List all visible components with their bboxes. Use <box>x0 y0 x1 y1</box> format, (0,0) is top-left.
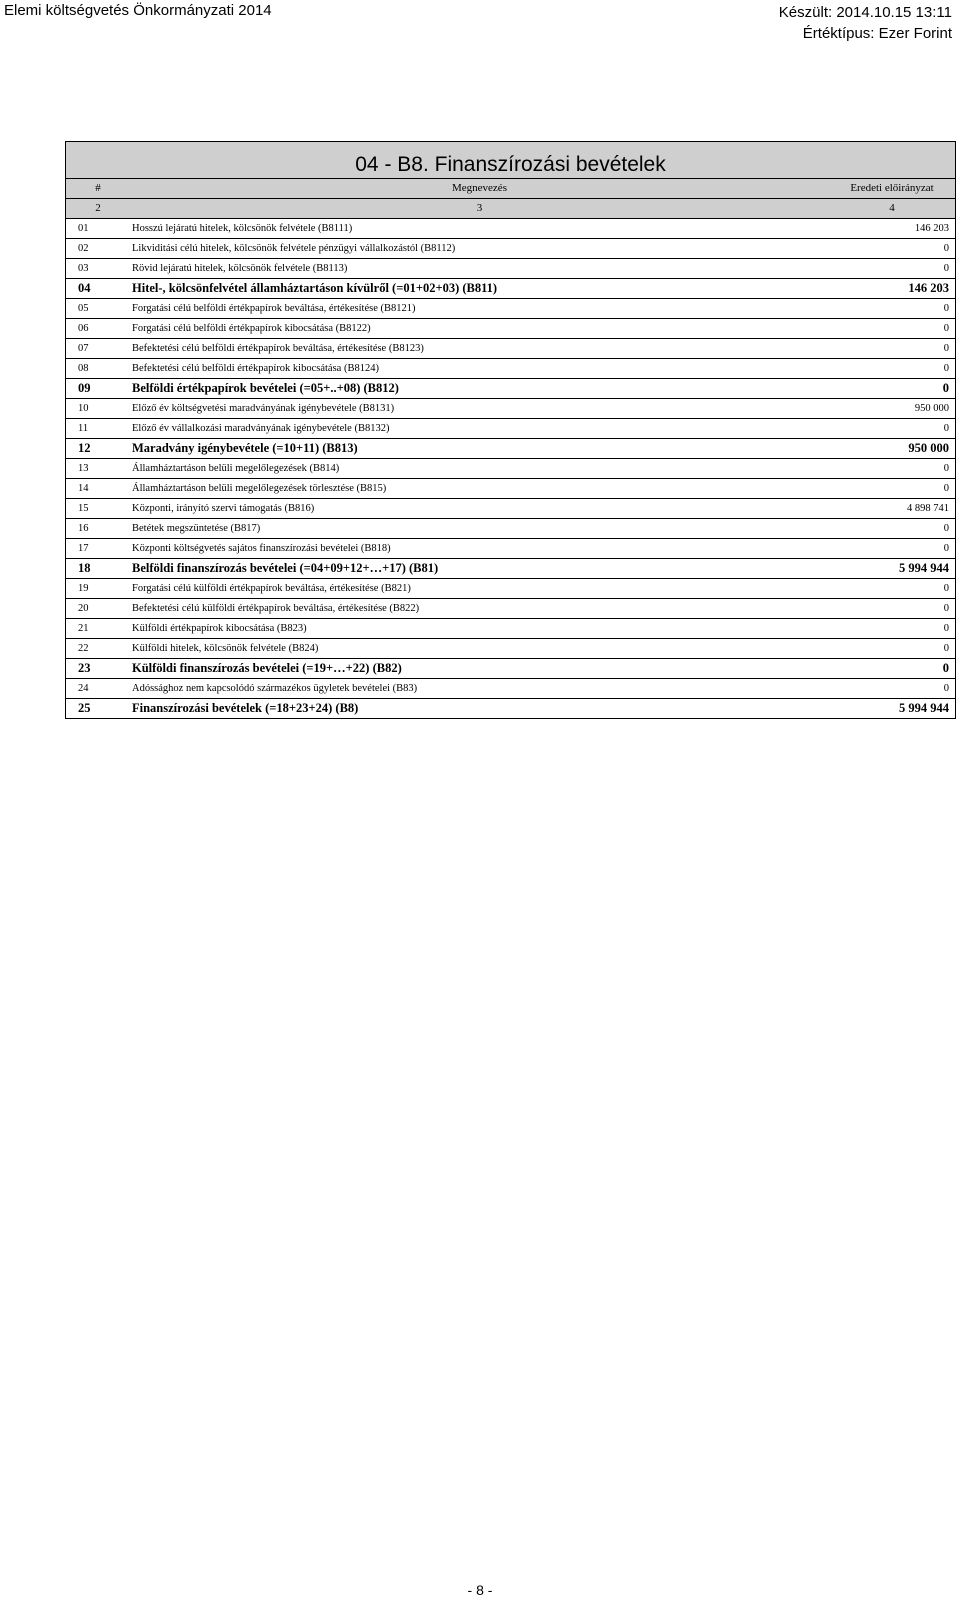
page-number: - 8 - <box>467 1582 493 1598</box>
report-table <box>65 141 956 719</box>
row-value: 0 <box>943 483 949 494</box>
row-value: 5 994 944 <box>899 561 949 575</box>
subtotal-row <box>66 379 955 399</box>
row-name: Forgatási célú belföldi értékpapírok beváltása, értékesítése (B8121) <box>132 303 416 314</box>
row-name: Befektetési célú belföldi értékpapírok kibocsátása (B8124) <box>132 363 379 374</box>
row-value: 0 <box>942 661 949 675</box>
row-name: Befektetési célú belföldi értékpapírok beváltása, értékesítése (B8123) <box>132 343 424 354</box>
created-timestamp: Készült: 2014.10.15 13:11 <box>778 4 952 21</box>
row-number: 15 <box>78 503 89 514</box>
row-value: 0 <box>943 583 949 594</box>
row-number: 25 <box>78 701 91 715</box>
row-number: 07 <box>78 343 89 354</box>
table-row <box>66 459 955 479</box>
row-name: Forgatási célú külföldi értékpapírok beváltása, értékesítése (B821) <box>132 583 411 594</box>
row-value: 0 <box>942 381 949 395</box>
document-header-title: Elemi költségvetés Önkormányzati 2014 <box>4 2 272 19</box>
row-number: 19 <box>78 583 89 594</box>
row-value: 0 <box>943 263 949 274</box>
table-row <box>66 239 955 259</box>
row-name: Befektetési célú külföldi értékpapírok beváltása, értékesítése (B822) <box>132 603 420 614</box>
row-value: 950 000 <box>908 441 949 455</box>
table-row <box>66 539 955 559</box>
row-number: 05 <box>78 303 89 314</box>
row-name: Külföldi hitelek, kölcsönök felvétele (B824) <box>132 643 319 654</box>
row-number: 16 <box>78 523 89 534</box>
row-name: Hitel-, kölcsönfelvétel államháztartáson kívülről (=01+02+03) (B811) <box>132 281 498 295</box>
column-number-row <box>66 199 955 219</box>
row-value: 0 <box>943 523 949 534</box>
row-number: 13 <box>78 463 89 474</box>
column-header-name: Megnevezés <box>452 182 507 194</box>
column-header-number: # <box>95 182 101 194</box>
table-row <box>66 319 955 339</box>
table-row <box>66 679 955 699</box>
table-row <box>66 419 955 439</box>
row-number: 10 <box>78 403 89 414</box>
subtotal-row <box>66 659 955 679</box>
row-value: 0 <box>943 683 949 694</box>
column-header-row <box>66 179 955 199</box>
table-row <box>66 399 955 419</box>
row-value: 0 <box>943 463 949 474</box>
row-name: Hosszú lejáratú hitelek, kölcsönök felvétele (B8111) <box>132 223 353 234</box>
row-value: 146 203 <box>908 281 949 295</box>
subtotal-row <box>66 699 955 718</box>
row-value: 4 898 741 <box>907 503 949 514</box>
subtotal-row <box>66 279 955 299</box>
row-number: 01 <box>78 223 89 234</box>
row-number: 18 <box>78 561 91 575</box>
row-name: Betétek megszüntetése (B817) <box>132 523 261 534</box>
row-name: Rövid lejáratú hitelek, kölcsönök felvétele (B8113) <box>132 263 348 274</box>
subtotal-row <box>66 559 955 579</box>
row-number: 11 <box>78 423 89 434</box>
row-name: Államháztartáson belüli megelőlegezések törlesztése (B815) <box>132 483 387 494</box>
report-title: 04 - B8. Finanszírozási bevételek <box>355 153 666 176</box>
table-row <box>66 359 955 379</box>
row-value: 0 <box>943 243 949 254</box>
row-name: Külföldi értékpapírok kibocsátása (B823) <box>132 623 307 634</box>
row-number: 24 <box>78 683 89 694</box>
table-row <box>66 579 955 599</box>
row-number: 08 <box>78 363 89 374</box>
table-row <box>66 479 955 499</box>
row-number: 20 <box>78 603 89 614</box>
row-name: Külföldi finanszírozás bevételei (=19+…+22) (B82) <box>132 661 402 675</box>
row-value: 0 <box>943 643 949 654</box>
row-value: 0 <box>943 423 949 434</box>
row-value: 5 994 944 <box>899 701 949 715</box>
row-number: 22 <box>78 643 89 654</box>
row-value: 0 <box>943 603 949 614</box>
row-number: 04 <box>78 281 91 295</box>
row-value: 0 <box>943 623 949 634</box>
row-value: 0 <box>943 343 949 354</box>
row-name: Előző év költségvetési maradványának igénybevétele (B8131) <box>132 403 395 414</box>
row-number: 12 <box>78 441 91 455</box>
row-name: Finanszírozási bevételek (=18+23+24) (B8) <box>132 701 359 715</box>
row-value: 146 203 <box>914 223 949 234</box>
table-row <box>66 219 955 239</box>
row-name: Adóssághoz nem kapcsolódó származékos ügyletek bevételei (B83) <box>132 683 418 694</box>
row-number: 03 <box>78 263 89 274</box>
table-row <box>66 599 955 619</box>
row-number: 02 <box>78 243 89 254</box>
table-row <box>66 259 955 279</box>
table-body <box>66 219 955 718</box>
row-value: 950 000 <box>914 403 949 414</box>
row-number: 06 <box>78 323 89 334</box>
row-name: Belföldi finanszírozás bevételei (=04+09+12+…+17) (B81) <box>132 561 439 575</box>
document-header-meta <box>779 2 952 44</box>
row-number: 17 <box>78 543 89 554</box>
value-type: Értéktípus: Ezer Forint <box>802 25 952 42</box>
row-value: 0 <box>943 323 949 334</box>
row-number: 21 <box>78 623 89 634</box>
table-row <box>66 639 955 659</box>
row-name: Előző év vállalkozási maradványának igénybevétele (B8132) <box>132 423 390 434</box>
row-number: 09 <box>78 381 91 395</box>
column-header-value: Eredeti előirányzat <box>850 182 934 194</box>
row-name: Központi, irányító szervi támogatás (B816) <box>132 503 315 514</box>
row-value: 0 <box>943 303 949 314</box>
column-number-2: 3 <box>476 202 483 214</box>
row-value: 0 <box>943 363 949 374</box>
row-name: Likviditási célú hitelek, kölcsönök felvétele pénzügyi vállalkozástól (B8112) <box>132 243 456 254</box>
column-number-3: 4 <box>889 202 895 214</box>
row-name: Belföldi értékpapírok bevételei (=05+..+08) (B812) <box>132 381 399 395</box>
column-number-1: 2 <box>95 202 101 214</box>
table-row <box>66 619 955 639</box>
report-title-row <box>66 142 955 179</box>
table-row <box>66 519 955 539</box>
table-row <box>66 339 955 359</box>
row-number: 23 <box>78 661 91 675</box>
row-name: Maradvány igénybevétele (=10+11) (B813) <box>132 441 358 455</box>
table-row <box>66 499 955 519</box>
row-value: 0 <box>943 543 949 554</box>
table-row <box>66 299 955 319</box>
row-name: Központi költségvetés sajátos finanszírozási bevételei (B818) <box>132 543 391 554</box>
row-name: Forgatási célú belföldi értékpapírok kibocsátása (B8122) <box>132 323 371 334</box>
subtotal-row <box>66 439 955 459</box>
row-name: Államháztartáson belüli megelőlegezések (B814) <box>132 463 340 474</box>
row-number: 14 <box>78 483 89 494</box>
